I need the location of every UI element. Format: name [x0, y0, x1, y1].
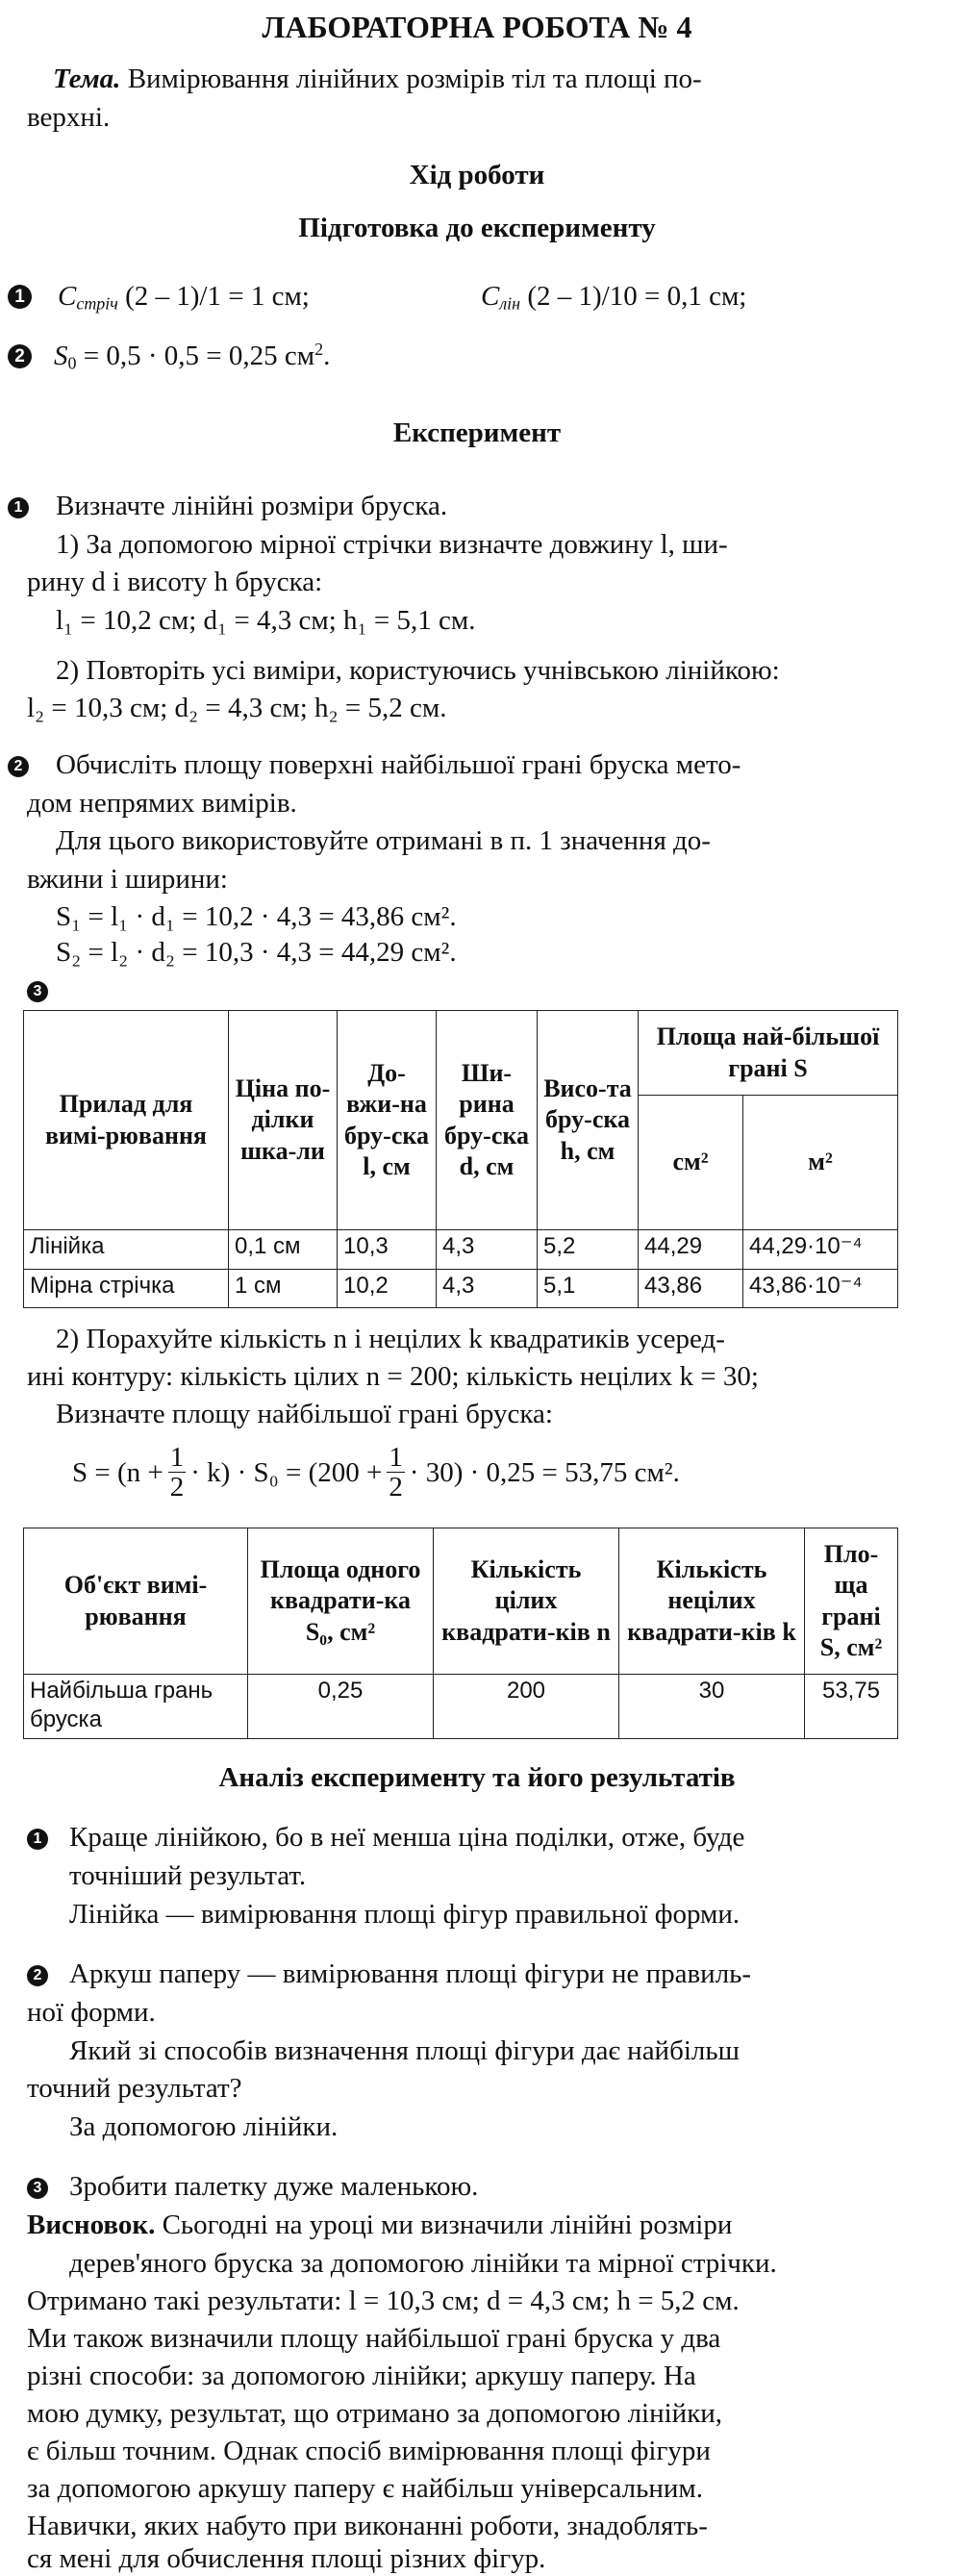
table1-cell-length: 10,2: [338, 1269, 437, 1308]
table1-cell-m2: 44,29·10⁻⁴: [743, 1230, 898, 1270]
item2-line2: дом непрямих вимірів.: [27, 788, 297, 819]
table2-header-object: Об'єкт вимі-рювання: [24, 1528, 248, 1675]
count-line2: ині контуру: кількість цілих n = 200; кількість нецілих k = 30;: [27, 1361, 759, 1392]
experiment-bullet-3: 3: [27, 981, 48, 1002]
table1-cell-device: Лінійка: [24, 1230, 229, 1270]
table1-header-area: Площа най-більшої грані S: [639, 1011, 898, 1096]
prep-heading: Підготовка до експерименту: [298, 213, 656, 243]
experiment-bullet-1: 1: [8, 497, 29, 518]
price-expression-tape: (2 – 1)/1 = 1 см;: [125, 281, 310, 312]
table1-cell-cm2: 43,86: [639, 1269, 743, 1308]
price-subscript-tape: стріч: [76, 293, 118, 314]
table1-cell-length: 10,3: [338, 1230, 437, 1270]
experiment-heading: Експеримент: [392, 417, 562, 448]
prep-formula-1: [58, 279, 310, 315]
item2-line3: Для цього використовуйте отримані в п. 1 значення до-: [56, 825, 711, 856]
conclusion-label: Висновок.: [27, 2210, 156, 2240]
item1-title: Визначте лінійні розміри бруска.: [56, 491, 448, 521]
table2-cell-partial: 30: [619, 1675, 805, 1739]
topic-text-2: верхні.: [27, 102, 111, 133]
item1-p2-values: l₂ = 10,3 см; d₂ = 4,3 см; h₂ = 5,2 см.: [27, 693, 447, 723]
conclusion-line9: Навички, яких набуто при виконанні роботи, знадоблять-: [27, 2511, 708, 2541]
area-formula: [72, 1443, 680, 1503]
formula-part-a: S = (n +: [72, 1456, 163, 1488]
measurement-table: [23, 1010, 898, 1308]
page-title: ЛАБОРАТОРНА РОБОТА № 4: [262, 10, 692, 44]
area-expression: = 0,5 · 0,5 = 0,25 см: [83, 341, 315, 371]
table1-cell-cm2: 44,29: [639, 1230, 743, 1270]
price-symbol: C: [481, 281, 500, 312]
analysis-1-line1: Краще лінійкою, бо в неї менша ціна поділки, отже, буде: [69, 1822, 745, 1853]
fraction-denominator: 2: [169, 1472, 185, 1503]
conclusion-line4: Ми також визначили площу найбільшої грані бруска у два: [27, 2323, 721, 2354]
table1-header-length: До-вжи-на бру-ска l, см: [338, 1011, 437, 1230]
analysis-2-line5: За допомогою лінійки.: [69, 2111, 339, 2142]
table1-cell-width: 4,3: [437, 1269, 538, 1308]
table2-cell-area: 53,75: [805, 1675, 898, 1739]
analysis-1-line3: Лінійка — вимірювання площі фігур правильної форми.: [69, 1899, 741, 1930]
item2-line4: вжини і ширини:: [27, 864, 228, 895]
table1-cell-height: 5,1: [538, 1269, 639, 1308]
fraction-half: [387, 1443, 405, 1503]
conclusion-line5: різні способи: за допомогою лінійки; аркушу паперу. На: [27, 2361, 696, 2391]
conclusion-line2: дерев'яного бруска за допомогою лінійки та мірної стрічки.: [69, 2248, 777, 2279]
conclusion-line1: [27, 2208, 732, 2242]
table1-header-width: Ши-рина бру-ска d, см: [437, 1011, 538, 1230]
table2-header-square: Площа одного квадрати-ка S₀, см²: [248, 1528, 434, 1675]
table1-cell-device: Мірна стрічка: [24, 1269, 229, 1308]
table-row: [24, 1269, 898, 1308]
table1-cell-m2: 43,86·10⁻⁴: [743, 1269, 898, 1308]
table1-cell-price: 0,1 см: [229, 1230, 338, 1270]
area-subscript: 0: [67, 353, 77, 373]
conclusion-line6: мою думку, результат, що отримано за допомогою лінійки,: [27, 2398, 723, 2429]
table1-cell-price: 1 см: [229, 1269, 338, 1308]
item2-s2: S₂ = l₂ · d₂ = 10,3 · 4,3 = 44,29 см².: [56, 937, 457, 968]
table1-cell-height: 5,2: [538, 1230, 639, 1270]
area-power: 2: [314, 340, 324, 360]
price-symbol: C: [58, 281, 77, 312]
analysis-bullet-2: 2: [27, 1965, 48, 1986]
analysis-1-line2: точніший результат.: [69, 1860, 307, 1891]
conclusion-line7: є більш точним. Однак спосіб вимірювання площі фігури: [27, 2436, 711, 2466]
prep-bullet-2: 2: [8, 344, 32, 368]
table1-cell-width: 4,3: [437, 1230, 538, 1270]
table2-header-whole: Кількість цілих квадрати-ків n: [434, 1528, 619, 1675]
table1-header-m2: м²: [743, 1096, 898, 1230]
fraction-denominator: 2: [389, 1472, 403, 1503]
analysis-bullet-1: 1: [27, 1829, 48, 1850]
table1-header-cm2: см²: [639, 1096, 743, 1230]
palette-table: [23, 1528, 898, 1739]
table2-header-area: Пло-ща грані S, см²: [805, 1528, 898, 1675]
analysis-2-line2: ної форми.: [27, 1997, 156, 2028]
prep-square-area: [54, 339, 330, 374]
analysis-3-line1: Зробити палетку дуже маленькою.: [69, 2171, 479, 2202]
area-symbol: S: [54, 341, 68, 371]
conclusion-line8: за допомогою аркушу паперу є найбільш універсальним.: [27, 2473, 703, 2504]
table2-cell-square: 0,25: [248, 1675, 434, 1739]
price-expression-ruler: (2 – 1)/10 = 0,1 см;: [527, 281, 747, 312]
table-row: [24, 1675, 898, 1739]
table1-header-device: Прилад для вимі-рювання: [24, 1011, 229, 1230]
analysis-bullet-3: 3: [27, 2178, 48, 2199]
table-row: [24, 1230, 898, 1270]
table1-header-height: Висо-та бру-ска h, см: [538, 1011, 639, 1230]
item1-p1-values: l₁ = 10,2 см; d₁ = 4,3 см; h₁ = 5,1 см.: [56, 605, 476, 636]
item1-p1-line1: 1) За допомогою мірної стрічки визначте довжину l, ши-: [56, 529, 728, 560]
analysis-heading: Аналіз експерименту та його результатів: [218, 1762, 736, 1793]
fraction-half: [168, 1443, 187, 1503]
topic-text-1: Вимірювання лінійних розмірів тіл та площі по-: [127, 63, 702, 94]
topic-label: Тема.: [53, 63, 121, 94]
analysis-2-line1: Аркуш паперу — вимірювання площі фігури не правиль-: [69, 1958, 752, 1989]
item1-p1-line2: рину d і висоту h бруска:: [27, 567, 323, 597]
count-line3: Визначте площу найбільшої грані бруска:: [56, 1399, 553, 1429]
prep-formula-2: [481, 279, 746, 315]
item2-line1: Обчисліть площу поверхні найбільшої грані бруска мето-: [56, 749, 741, 780]
item1-p2-line1: 2) Повторіть усі виміри, користуючись учнівською лінійкою:: [56, 655, 780, 686]
formula-part-c: · 30) · 0,25 = 53,75 см².: [409, 1456, 680, 1488]
area-end: .: [323, 341, 331, 371]
formula-part-b: · k) · S₀ = (200 +: [190, 1456, 383, 1488]
conclusion-text-1: Сьогодні на уроці ми визначили лінійні розміри: [162, 2210, 733, 2240]
price-subscript-ruler: лін: [499, 293, 521, 314]
analysis-2-line3: Який зі способів визначення площі фігури дає найбільш: [69, 2035, 740, 2066]
conclusion-line10: ся мені для обчислення площі різних фігур.: [27, 2543, 546, 2574]
table2-cell-object: Найбільша грань бруска: [24, 1675, 248, 1739]
prep-bullet-1: 1: [8, 285, 32, 309]
count-line1: 2) Порахуйте кількість n і нецілих k квадратиків усеред-: [56, 1324, 725, 1354]
fraction-numerator: 1: [169, 1442, 185, 1473]
table2-header-partial: Кількість нецілих квадрати-ків k: [619, 1528, 805, 1675]
progress-heading: Хід роботи: [409, 160, 545, 190]
fraction-numerator: 1: [389, 1442, 403, 1473]
item2-s1: S₁ = l₁ · d₁ = 10,2 · 4,3 = 43,86 см².: [56, 901, 457, 932]
analysis-2-line4: точний результат?: [27, 2073, 242, 2104]
table2-cell-whole: 200: [434, 1675, 619, 1739]
topic-line-1: [53, 62, 702, 96]
experiment-bullet-2: 2: [8, 756, 29, 777]
conclusion-line3: Отримано такі результати: l = 10,3 см; d = 4,3 см; h = 5,2 см.: [27, 2286, 740, 2316]
table1-header-price: Ціна по-ділки шка-ли: [229, 1011, 338, 1230]
